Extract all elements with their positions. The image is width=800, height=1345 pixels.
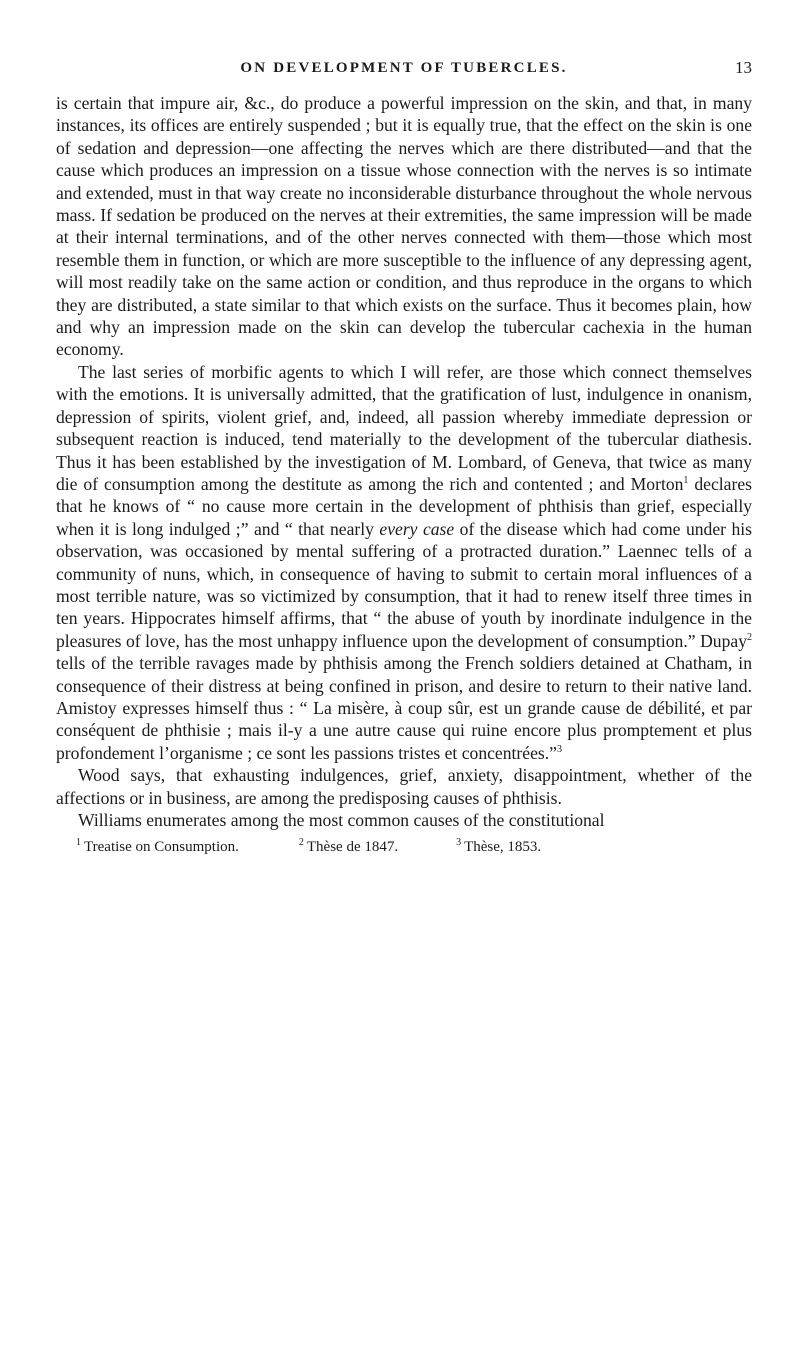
footnotes [56, 837, 752, 856]
paragraph-2-part-a: The last series of morbific agents to which I will refer, are those which connect themselves with the emotions. It is universally admitted, that the gratification of lust, indulgence in onanism, depression of spirits, violent grief, and, indeed, all passion whereby immediate depression or subsequent reaction is induced, tend materially to the development of the tubercular diathesis. Thus it has been established by the investigation of M. Lombard, of Geneva, that twice as many die of consumption among the destitute as among the rich and contented ; and Morton [56, 361, 752, 494]
paragraph-2-part-b: declares that he knows of “ no cause more certain in the development of phthisis than grief, especially when it is long indulged ;” and “ that nearly [56, 473, 752, 539]
footnote-3 [456, 837, 541, 856]
footnote-2-mark: 2 [298, 837, 304, 849]
footnote-2-text: Thèse de 1847. [306, 839, 399, 856]
paragraph-2-part-c: of the disease which had come under his observation, was occasioned by mental suffering of a protracted duration.” Laennec tells of a community of nuns, which, in consequence of having to submit to certain moral influences of a most terrible nature, was so victimized by consumption, that it had to renew itself three times in ten years. Hippocrates himself affirms, that “ the abuse of youth by inordinate indulgence in the pleasures of love, has the most unhappy influence upon the development of consumption.” Dupay [56, 518, 753, 651]
footnote-ref-1: 1 [683, 475, 689, 487]
footnote-3-text: Thèse, 1853. [464, 839, 542, 856]
book-page [56, 58, 752, 856]
running-title: ON DEVELOPMENT OF TUBERCLES. [240, 60, 568, 76]
paragraph-3: Wood says, that exhausting indulgences, grief, anxiety, disappointment, whether of the affections or in business, are among the predisposing causes of phthisis. [56, 765, 752, 808]
footnote-3-mark: 3 [456, 837, 462, 849]
body-text [56, 92, 752, 831]
footnote-2 [299, 837, 398, 856]
footnote-1-text: Treatise on Consumption. [84, 839, 239, 856]
paragraph-1: is certain that impure air, &c., do produce a powerful impression on the skin, and that, in many instances, its offices are entirely suspended ; but it is equally true, that the effect on the skin is one of sedation and depression—one affecting the nerves which are there distributed—and that the cause which produces an impression on a tissue whose connection with the nerves is so intimate and extended, must in that way create no inconsiderable disturbance throughout the whole nervous mass. If sedation be produced on the nerves at their extremities, the same impression will be made at their internal terminations, and of the other nerves connected with them—those which most resemble them in function, or which are more susceptible to the influence of any depressing agent, will most readily take on the same action or condition, and thus reproduce in the organs to which they are distributed, a state similar to that which exists on the surface. Thus it becomes plain, how and why an impression made on the skin can develop the tubercular cachexia in the human economy. [56, 93, 752, 360]
footnote-ref-3: 3 [556, 743, 562, 755]
page-number: 13 [735, 58, 752, 77]
running-head [56, 58, 752, 84]
footnote-ref-2: 2 [747, 631, 752, 643]
footnote-1-mark: 1 [76, 837, 81, 849]
paragraph-4: Williams enumerates among the most common causes of the constitutional [78, 810, 605, 830]
emphasis-every-case: every case [379, 518, 455, 539]
paragraph-2 [56, 361, 752, 764]
footnote-1 [76, 837, 239, 856]
paragraph-2-part-d: tells of the terrible ravages made by phthisis among the French soldiers detained at Chatham, in consequence of their distress at being confined in prison, and desire to return to their native land. Amistoy expresses himself thus : “ La misère, à coup sûr, est un grande cause de débilité, et par conséquent de phthisie ; mais il-y a une autre cause qui ruine encore plus promptement et plus profondement l’organisme ; ce sont les passions tristes et concentrées.” [56, 653, 752, 763]
